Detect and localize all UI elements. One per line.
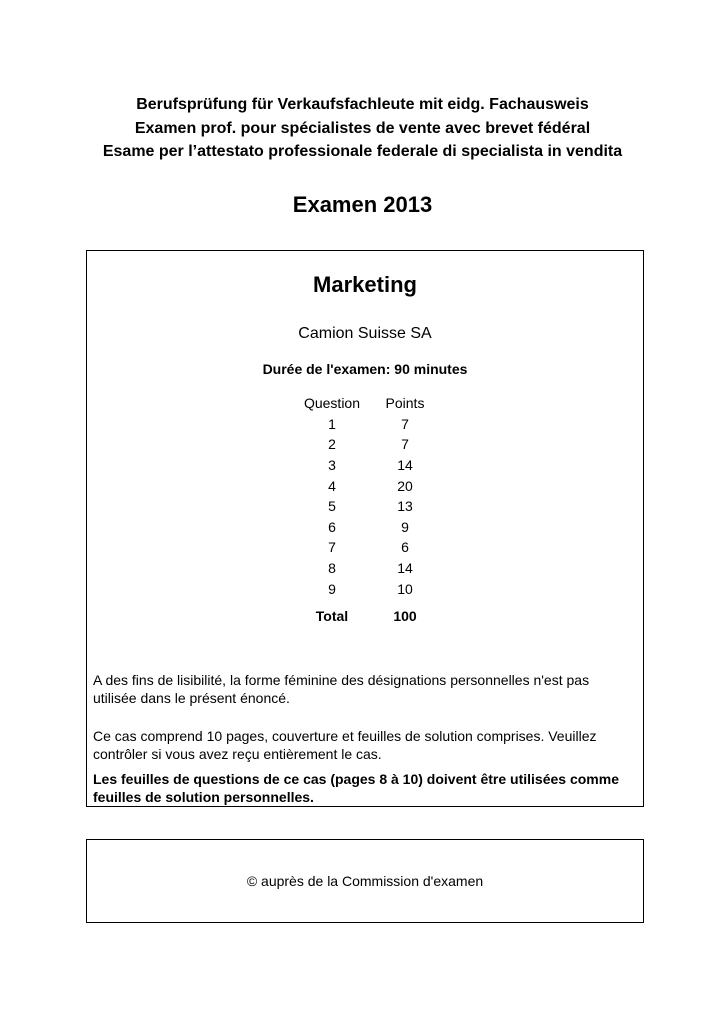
table-row: [294, 475, 440, 496]
table-row: [294, 558, 440, 579]
question-points: 13: [397, 498, 413, 515]
question-number: 3: [328, 457, 336, 474]
table-row: [294, 517, 440, 538]
question-points: 7: [401, 436, 409, 453]
exam-title: Examen 2013: [292, 192, 433, 217]
total-label: Total: [315, 607, 349, 624]
question-points: 6: [401, 539, 409, 556]
question-number: 2: [328, 436, 336, 453]
header-line-french: Examen prof. pour spécialistes de vente avec brevet fédéral: [134, 120, 591, 137]
exam-duration: Durée de l'examen: 90 minutes: [262, 361, 468, 377]
table-row: [294, 414, 440, 435]
question-points: 10: [397, 580, 413, 597]
question-number: 9: [328, 580, 336, 597]
copyright-text: © auprès de la Commission d'examen: [246, 873, 484, 889]
table-row: [294, 537, 440, 558]
note-readability: A des fins de lisibilité, la forme féminine des désignations personnelles n'est pas utilisée dans le présent énoncé.: [93, 672, 590, 706]
column-header-question: Question: [303, 395, 361, 412]
question-number: 1: [328, 415, 336, 432]
table-row: [294, 496, 440, 517]
question-number: 5: [328, 498, 336, 515]
question-points: 14: [397, 560, 413, 577]
question-number: 7: [328, 539, 336, 556]
column-header-points: Points: [385, 395, 425, 412]
total-row: [294, 599, 440, 633]
question-number: 4: [328, 477, 336, 494]
subject-title: Marketing: [313, 272, 417, 297]
question-points: 7: [401, 415, 409, 432]
total-value: 100: [393, 607, 417, 624]
question-points: 14: [397, 457, 413, 474]
points-table: [294, 393, 440, 633]
exam-info-box: [86, 250, 644, 807]
table-row: [294, 434, 440, 455]
question-points: 20: [397, 477, 413, 494]
header-line-italian: Esame per l’attestato professionale federale di specialista in vendita: [102, 143, 623, 160]
note-page-count: Ce cas comprend 10 pages, couverture et feuilles de solution comprises. Veuillez contrôler si vous avez reçu entièrement le cas.: [93, 728, 597, 762]
question-number: 8: [328, 560, 336, 577]
question-points: 9: [401, 518, 409, 535]
table-row: [294, 455, 440, 476]
table-row: [294, 578, 440, 599]
note-solution-sheets: Les feuilles de questions de ce cas (pages 8 à 10) doivent être utilisées comme feuilles de solution personnelles.: [93, 771, 619, 805]
header-line-german: Berufsprüfung für Verkaufsfachleute mit eidg. Fachausweis: [136, 96, 589, 113]
question-number: 6: [328, 518, 336, 535]
copyright-box: [86, 839, 644, 923]
table-header-row: [294, 393, 440, 414]
case-name: Camion Suisse SA: [298, 325, 432, 342]
